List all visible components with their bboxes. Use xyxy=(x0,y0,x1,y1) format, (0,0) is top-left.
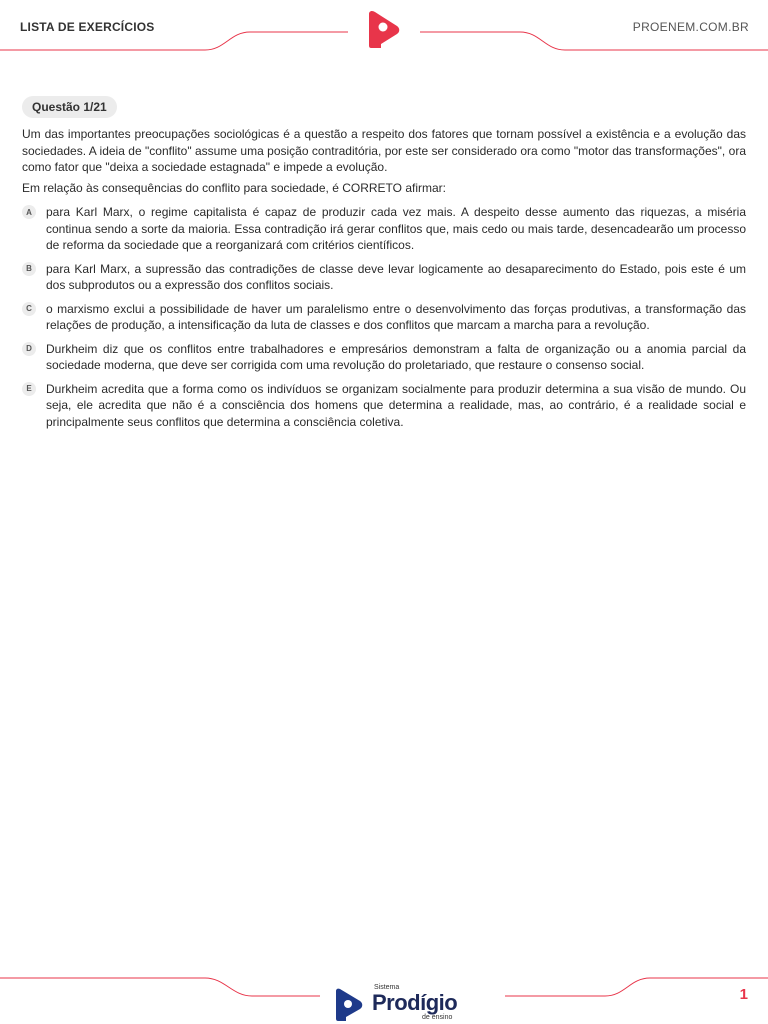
footer-brand-small: Sistema xyxy=(374,984,400,991)
proenem-logo-icon xyxy=(366,10,402,50)
page-number: 1 xyxy=(739,986,748,1003)
option-letter: D xyxy=(22,342,36,356)
option-letter: B xyxy=(22,262,36,276)
option-text: Durkheim diz que os conflitos entre trabalhadores e empresários demonstram a falta de organização ou a anomia parcial da sociedade moderna, que deve ser corrigida com uma revolução do proletariado, que restaure o consenso social. xyxy=(46,341,746,372)
question-stem: Um das importantes preocupações sociológicas é a questão a respeito dos fatores que tornam possível a existência e a evolução das sociedades. A ideia de "conflito" assume uma posição contraditória, por este ser considerado ora como "motor das transformações", ora como fator que "deixa a sociedade estagnada" e impede a evolução. xyxy=(22,127,746,174)
option-a[interactable] xyxy=(22,204,746,254)
question-label: Questão 1/21 xyxy=(22,96,117,118)
option-e[interactable] xyxy=(22,381,746,431)
prodigio-logo-icon xyxy=(334,988,364,1022)
page-header xyxy=(0,0,768,60)
option-letter: C xyxy=(22,302,36,316)
header-site-url[interactable]: PROENEM.COM.BR xyxy=(632,20,749,34)
question-prompt: Em relação às consequências do conflito para sociedade, é CORRETO afirmar: xyxy=(22,180,446,195)
page-footer xyxy=(0,970,768,1024)
option-text: para Karl Marx, a supressão das contradições de classe deve levar logicamente ao desaparecimento do Estado, pois este é um dos subprodutos ou a expressão dos conflitos sociais. xyxy=(46,261,746,292)
option-letter: E xyxy=(22,382,36,396)
option-c[interactable] xyxy=(22,301,746,334)
option-text: o marxismo exclui a possibilidade de haver um paralelismo entre o desenvolvimento das forças produtivas, a transformação das relações de produção, a intensificação da luta de classes e dos conflitos que marcam a marcha para a revolução. xyxy=(46,301,746,332)
prodigio-logo xyxy=(334,976,474,1022)
option-text: para Karl Marx, o regime capitalista é capaz de produzir cada vez mais. A despeito desse aumento das riquezas, a miséria continua sendo a sorte da maioria. Essa contradição irá gerar conflitos que, mais cedo ou mais tarde, desencadearão um processo de reforma da sociedade que a reorganizará com critérios científicos. xyxy=(46,205,746,252)
footer-brand-sub: de ensino xyxy=(422,1014,453,1021)
option-letter: A xyxy=(22,205,36,219)
footer-brand: Prodígio xyxy=(372,990,458,1015)
option-d[interactable] xyxy=(22,341,746,374)
question-block xyxy=(22,96,746,437)
header-title: LISTA DE EXERCÍCIOS xyxy=(20,20,155,34)
option-text: Durkheim acredita que a forma como os indivíduos se organizam socialmente para produzir determina a sua visão de mundo. Ou seja, ele acredita que não é a consciência dos homens que determina a realidade, mas, ao contrário, é a realidade social e principalmente seus conflitos que determina a consciência coletiva. xyxy=(46,381,746,429)
option-b[interactable] xyxy=(22,261,746,294)
